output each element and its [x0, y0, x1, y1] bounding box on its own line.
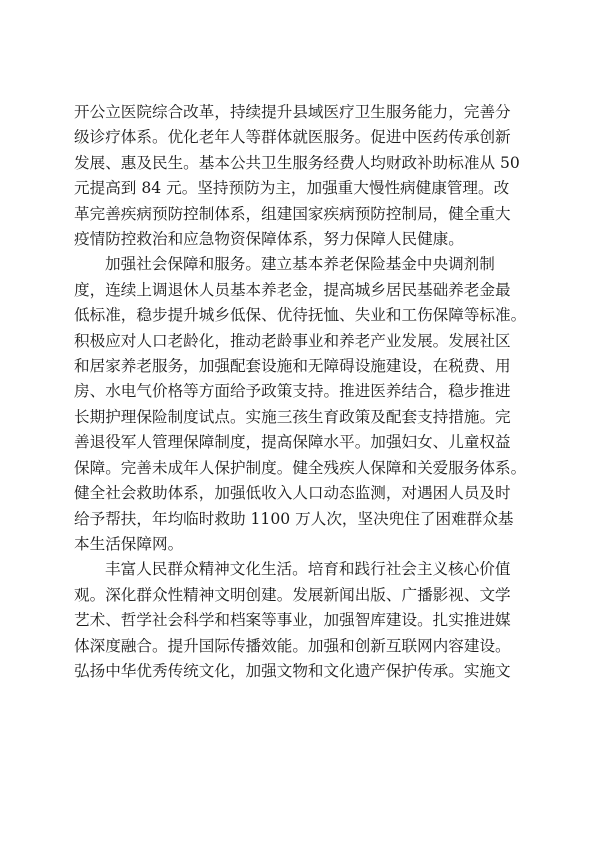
- text-line: 本生活保障网。: [74, 534, 184, 553]
- text-line: 和居家养老服务，加强配套设施和无障碍设施建设，在税费、用: [74, 357, 511, 376]
- text-line: 观。深化群众性精神文明创建。发展新闻出版、广播影视、文学: [74, 585, 511, 604]
- text-line: 革完善疾病预防控制体系，组建国家疾病预防控制局，健全重大: [74, 204, 511, 223]
- text-line: 给予帮扶，年均临时救助 1100 万人次，坚决兜住了困难群众基: [74, 509, 514, 528]
- text-line: 丰富人民群众精神文化生活。培育和践行社会主义核心价值: [105, 560, 511, 579]
- text-line: 积极应对人口老龄化，推动老龄事业和养老产业发展。发展社区: [74, 331, 511, 350]
- text-line: 发展、惠及民生。基本公共卫生服务经费人均财政补助标准从 50: [74, 153, 520, 172]
- text-line: 元提高到 84 元。坚持预防为主，加强重大慢性病健康管理。改: [74, 179, 510, 198]
- text-line: 体深度融合。提升国际传播效能。加强和创新互联网内容建设。: [74, 636, 511, 655]
- text-line: 度，连续上调退休人员基本养老金，提高城乡居民基础养老金最: [74, 280, 511, 299]
- body-text: [74, 100, 530, 684]
- paragraph-culture: [74, 557, 530, 684]
- text-line: 善退役军人管理保障制度，提高保障水平。加强妇女、儿童权益: [74, 433, 511, 452]
- text-line: 加强社会保障和服务。建立基本养老保险基金中央调剂制: [105, 255, 495, 274]
- text-line: 艺术、哲学社会科学和档案等事业，加强智库建设。扎实推进媒: [74, 611, 511, 630]
- text-line: 级诊疗体系。优化老年人等群体就医服务。促进中医药传承创新: [74, 128, 511, 147]
- text-line: 弘扬中华优秀传统文化，加强文物和文化遗产保护传承。实施文: [74, 661, 511, 680]
- text-line: 健全社会救助体系，加强低收入人口动态监测，对遇困人员及时: [74, 484, 511, 503]
- text-line: 疫情防控救治和应急物资保障体系，努力保障人民健康。: [74, 230, 464, 249]
- text-line: 开公立医院综合改革，持续提升县域医疗卫生服务能力，完善分: [74, 103, 511, 121]
- text-line: 房、水电气价格等方面给予政策支持。推进医养结合，稳步推进: [74, 382, 511, 401]
- paragraph-social-security: [74, 252, 530, 557]
- text-line: 长期护理保险制度试点。实施三孩生育政策及配套支持措施。完: [74, 407, 511, 426]
- text-line: 保障。完善未成年人保护制度。健全残疾人保障和关爱服务体系。: [74, 458, 527, 477]
- paragraph-healthcare: [74, 100, 530, 252]
- text-line: 低标准，稳步提升城乡低保、优待抚恤、失业和工伤保障等标准。: [74, 306, 527, 325]
